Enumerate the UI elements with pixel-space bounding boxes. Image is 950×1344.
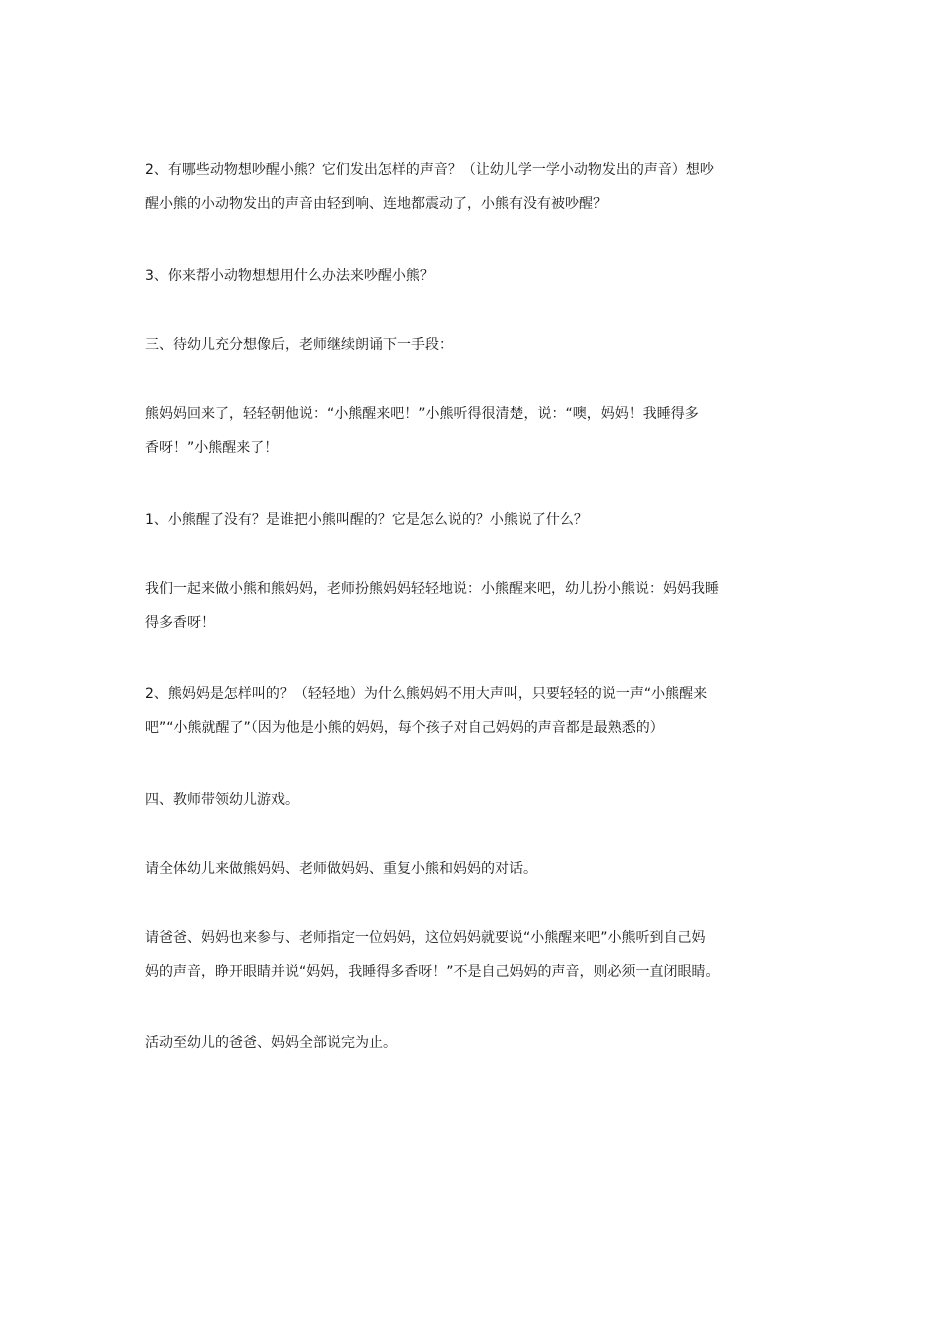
text-line: 请爸爸、妈妈也来参与、老师指定一位妈妈，这位妈妈就要说“小熊醒来吧”小熊听到自己妈 [145,930,706,946]
paragraph-section-four [145,783,810,817]
text-line: 熊妈妈回来了，轻轻朝他说：“小熊醒来吧！”小熊听得很清楚，说：“噢，妈妈！我睡得多 [145,406,699,422]
text-line: 请全体幼儿来做熊妈妈、老师做妈妈、重复小熊和妈妈的对话。 [145,861,537,877]
text-line: 三、待幼儿充分想像后，老师继续朗诵下一手段： [145,337,453,353]
text-line: 得多香呀！ [145,615,215,631]
text-line: 3、你来帮小动物想想用什么办法来吵醒小熊？ [145,268,434,284]
paragraph-help-animals [145,259,810,293]
paragraph-animals-wake-bear [145,153,810,221]
paragraph-activity-end [145,1026,810,1060]
text-line: 活动至幼儿的爸爸、妈妈全部说完为止。 [145,1035,397,1051]
paragraph-whole-class [145,852,810,886]
paragraph-story-passage [145,397,810,465]
text-line: 妈的声音，睁开眼睛并说“妈妈，我睡得多香呀！”不是自己妈妈的声音，则必须一直闭眼睛。 [145,964,720,980]
text-line: 醒小熊的小动物发出的声音由轻到响、连地都震动了，小熊有没有被吵醒？ [145,196,607,212]
text-line: 2、有哪些动物想吵醒小熊？它们发出怎样的声音？（让幼儿学一学小动物发出的声音）想吵 [145,162,714,178]
paragraph-role-play [145,572,810,640]
text-line: 我们一起来做小熊和熊妈妈，老师扮熊妈妈轻轻地说：小熊醒来吧，幼儿扮小熊说：妈妈我睡 [145,581,719,597]
paragraph-section-three [145,328,810,362]
paragraph-question-one [145,503,810,537]
paragraph-question-two [145,677,810,745]
text-line: 1、小熊醒了没有？是谁把小熊叫醒的？它是怎么说的？小熊说了什么？ [145,512,588,528]
text-line: 吧”“小熊就醒了”（因为他是小熊的妈妈，每个孩子对自己妈妈的声音都是最熟悉的） [145,720,664,736]
text-line: 四、教师带领幼儿游戏。 [145,792,299,808]
text-line: 2、熊妈妈是怎样叫的？（轻轻地）为什么熊妈妈不用大声叫，只要轻轻的说一声“小熊醒来 [145,686,708,702]
paragraph-parents-join [145,921,810,989]
text-line: 香呀！”小熊醒来了！ [145,440,279,456]
